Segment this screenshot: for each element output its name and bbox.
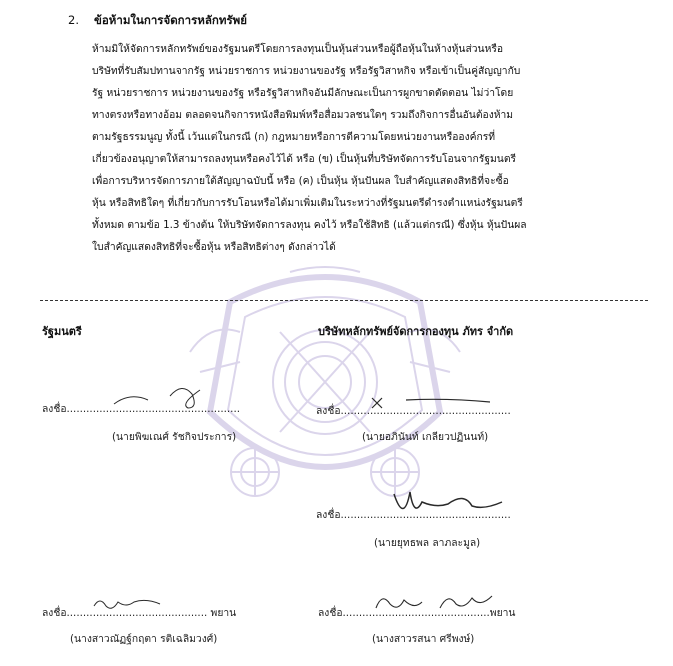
clause-line: เพื่อการบริหารจัดการภายใต้สัญญาฉบับนี้ หรือ (ค) เป็นหุ้น หุ้นปันผล ใบสำคัญแสดงสิทธิที่จะซื้อ <box>92 175 509 187</box>
clause-number: 2. <box>68 13 79 27</box>
witness-left-sign-line: ลงชื่อ........................................... พยาน <box>42 607 237 619</box>
company-sign-line-1: ลงชื่อ.................................................... <box>316 405 511 417</box>
clause-line: หุ้น หรือสิทธิใดๆ ที่เกี่ยวกับการรับโอนหรือได้มาเพิ่มเติมในระหว่างที่รัฐมนตรีดำรงตำแหน่งรัฐมนตรี <box>92 197 523 209</box>
witness-right-name: (นางสาวรสนา ศรีพงษ์) <box>372 633 475 645</box>
clause-line: ห้ามมิให้จัดการหลักทรัพย์ของรัฐมนตรีโดยการลงทุนเป็นหุ้นส่วนหรือผู้ถือหุ้นในห้างหุ้นส่วนหรือ <box>92 43 504 55</box>
minister-name: (นายพิฆเณศ์ รัชกิจประการ) <box>112 431 237 443</box>
clause-line: รัฐ หน่วยราชการ หน่วยงานของรัฐ หรือรัฐวิสาหกิจอันมีลักษณะเป็นการผูกขาดตัดตอน ไม่ว่าโดย <box>92 87 514 99</box>
clause-line: ใบสำคัญแสดงสิทธิที่จะซื้อหุ้น หรือสิทธิต่างๆ ดังกล่าวได้ <box>92 241 336 253</box>
company-signer-1-name: (นายอภินันท์ เกลียวปฏินนท์) <box>362 431 489 443</box>
clause-line: บริษัทที่รับสัมปทานจากรัฐ หน่วยราชการ หน่วยงานของรัฐ หรือรัฐวิสาหกิจ หรือเข้าเป็นคู่สัญญากับ <box>92 65 521 77</box>
company-signer-2-name: (นายยุทธพล ลาภละมูล) <box>374 537 481 549</box>
clause-body <box>92 38 602 258</box>
clause-heading <box>68 12 247 30</box>
clause-line: ตามรัฐธรรมนูญ ทั้งนี้ เว้นแต่ในกรณี (ก) กฎหมายหรือการตีความโดยหน่วยงานหรือองค์กรที่ <box>92 131 496 143</box>
section-divider <box>40 300 648 301</box>
party-company-label: บริษัทหลักทรัพย์จัดการกองทุน ภัทร จำกัด <box>318 325 514 338</box>
minister-sign-line: ลงชื่อ..................................................... <box>42 403 240 415</box>
clause-line: เกี่ยวข้องอนุญาตให้สามารถลงทุนหรือคงไว้ได้ หรือ (ข) เป็นหุ้นที่บริษัทจัดการรับโอนจากรัฐมนตรี <box>92 153 517 165</box>
clause-title: ข้อห้ามในการจัดการหลักทรัพย์ <box>94 13 247 27</box>
witness-left-name: (นางสาวณัฏฐ์กฤตา รติเฉลิมวงศ์) <box>70 633 218 645</box>
clause-line: ทางตรงหรือทางอ้อม ตลอดจนกิจการหนังสือพิมพ์หรือสื่อมวลชนใดๆ รวมถึงกิจการอื่นอันต้องห้าม <box>92 109 514 121</box>
company-sign-line-2: ลงชื่อ.................................................... <box>316 509 511 521</box>
clause-line: ทั้งหมด ตามข้อ 1.3 ข้างต้น ให้บริษัทจัดการลงทุน คงไว้ หรือใช้สิทธิ (แล้วแต่กรณี) ซึ่งหุ้น หุ้นปันผล <box>92 219 527 231</box>
witness-right-sign-line: ลงชื่อ.............................................พยาน <box>318 607 516 619</box>
party-minister-label: รัฐมนตรี <box>42 325 82 338</box>
